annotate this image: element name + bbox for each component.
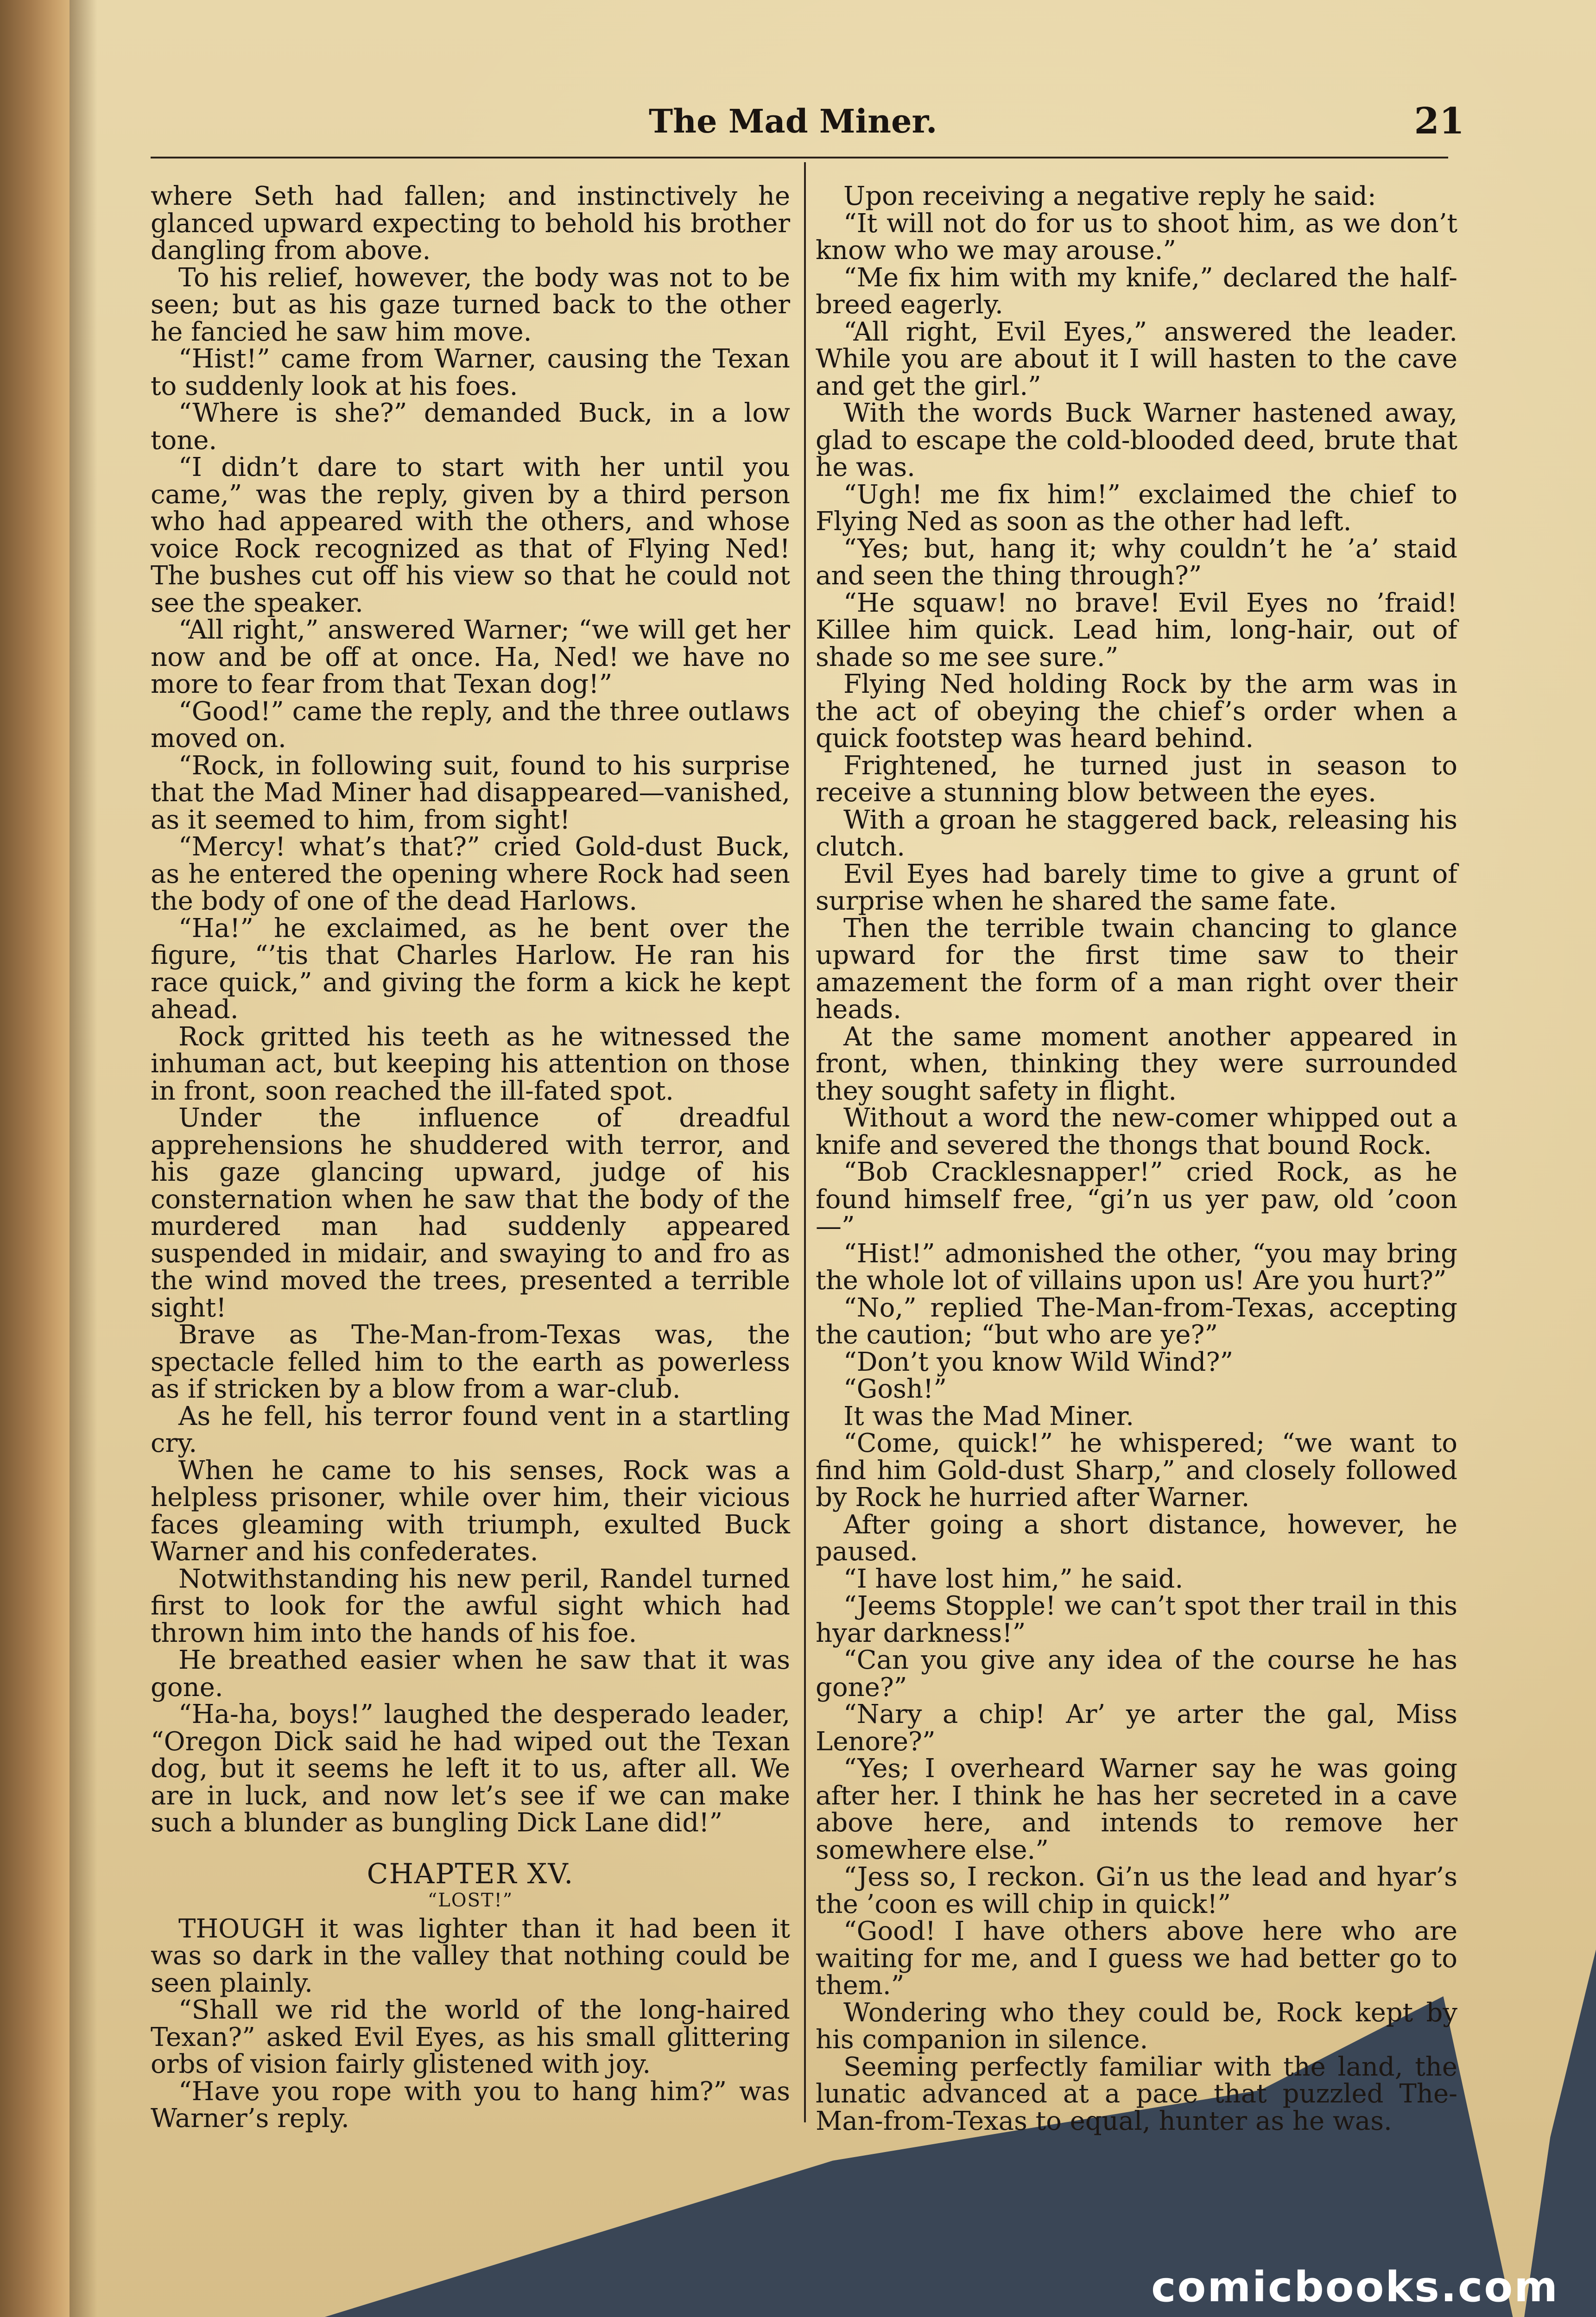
- paragraph: “Rock, in following suit, found to his surprise that the Mad Miner had disappeared—vanished, as it seemed to him, from sight!: [151, 750, 790, 835]
- paragraph: “Have you rope with you to hang him?” was Warner’s reply.: [151, 2076, 790, 2133]
- paragraph: Seeming perfectly familiar with the land, the lunatic advanced at a pace that puzzled The-Man-from-Texas to equal, hunter as he was.: [816, 2051, 1457, 2136]
- paragraph: Notwithstanding his new peril, Randel turned first to look for the awful sight which had thrown him into the hands of his foe.: [151, 1564, 790, 1648]
- paragraph: Without a word the new-comer whipped out a knife and severed the thongs that bound Rock.: [816, 1103, 1457, 1160]
- paragraph: It was the Mad Miner.: [843, 1401, 1134, 1431]
- paragraph: “Yes; I overheard Warner say he was going after her. I think he has her secreted in a cave above here, and intends to remove her somewhere else.”: [816, 1754, 1457, 1865]
- paragraph: where Seth had fallen; and instinctively he glanced upward expecting to behold his brother dangling from above.: [151, 181, 790, 266]
- book-spine: [0, 0, 70, 2317]
- paragraph: “Where is she?” demanded Buck, in a low tone.: [151, 398, 790, 456]
- paragraph: Under the influence of dreadful apprehensions he shuddered with terror, and his gaze glancing upward, judge of his consternation when he saw that the body of the murdered man had suddenly appeared suspended in midair, and swaying to and fro as the wind moved the trees, presented a terrible sight!: [151, 1103, 790, 1323]
- paragraph: “Jeems Stopple! we can’t spot ther trail in this hyar darkness!”: [816, 1591, 1457, 1648]
- paragraph: “Jess so, I reckon. Gi’n us the lead and hyar’s the ’coon es will chip in quick!”: [816, 1862, 1457, 1919]
- paragraph: “No,” replied The-Man-from-Texas, accepting the caution; “but who are ye?”: [816, 1292, 1457, 1350]
- chapter-subtitle: “LOST!”: [427, 1889, 513, 1911]
- paragraph: He breathed easier when he saw that it was gone.: [151, 1645, 790, 1703]
- paragraph: “It will not do for us to shoot him, as we don’t know who we may arouse.”: [816, 208, 1457, 266]
- paragraph: “Hist!” admonished the other, “you may bring the whole lot of villains upon us! Are you hurt?”: [816, 1238, 1457, 1296]
- paragraph: “Yes; but, hang it; why couldn’t he ’a’ staid and seen the thing through?”: [816, 533, 1457, 591]
- paragraph: Brave as The-Man-from-Texas was, the spectacle felled him to the earth as powerless as if stricken by a blow from a war-club.: [151, 1320, 790, 1404]
- paragraph: “All right,” answered Warner; “we will get her now and be off at once. Ha, Ned! we have no more to fear from that Texan dog!”: [151, 615, 790, 699]
- paragraph: “Good! I have others above here who are waiting for me, and I guess we had better go to them.”: [816, 1916, 1457, 2000]
- page-number: 21: [1414, 100, 1464, 142]
- paragraph: “Bob Cracklesnapper!” cried Rock, as he found himself free, “gi’n us yer paw, old ’coon—”: [816, 1157, 1457, 1241]
- paragraph: “Don’t you know Wild Wind?”: [843, 1347, 1234, 1377]
- paragraph: With a groan he staggered back, releasing his clutch.: [816, 804, 1457, 862]
- paragraph: “I have lost him,” he said.: [843, 1564, 1184, 1594]
- paragraph: “I didn’t dare to start with her until you came,” was the reply, given by a third person who had appeared with the others, and whose voice Rock recognized as that of Flying Ned! The bushes cut off his view so that he could not see the speaker.: [151, 452, 790, 618]
- paragraph: “Mercy! what’s that?” cried Gold-dust Buck, as he entered the opening where Rock had seen the body of one of the dead Harlows.: [151, 832, 790, 916]
- paragraph: THOUGH it was lighter than it had been it was so dark in the valley that nothing could be seen plainly.: [151, 1913, 790, 1998]
- paragraph: “Come, quick!” he whispered; “we want to find him Gold-dust Sharp,” and closely followed by Rock he hurried after Warner.: [816, 1428, 1457, 1513]
- paragraph: “Gosh!”: [843, 1374, 947, 1404]
- paragraph: “Ha!” he exclaimed, as he bent over the figure, “’tis that Charles Harlow. He ran his race quick,” and giving the form a kick he kept ahead.: [151, 913, 790, 1025]
- page-header: [556, 93, 1464, 148]
- header-rule: [151, 157, 1448, 158]
- page-gutter-shadow: [70, 0, 97, 2317]
- paragraph: When he came to his senses, Rock was a helpless prisoner, while over him, their vicious faces gleaming with triumph, exulted Buck Warner and his confederates.: [151, 1455, 790, 1567]
- paragraph: Then the terrible twain chancing to glance upward for the first time saw to their amazement the form of a man right over their heads.: [816, 913, 1457, 1025]
- paragraph: “All right, Evil Eyes,” answered the leader. While you are about it I will hasten to the cave and get the girl.”: [816, 317, 1457, 401]
- watermark: comicbooks.com: [1151, 2263, 1559, 2311]
- paragraph: Flying Ned holding Rock by the arm was in the act of obeying the chief’s order when a quick footstep was heard behind.: [816, 669, 1457, 753]
- running-title: The Mad Miner.: [649, 102, 937, 140]
- paragraph: To his relief, however, the body was not to be seen; but as his gaze turned back to the other he fancied he saw him move.: [151, 262, 790, 347]
- paragraph: Wondering who they could be, Rock kept by his companion in silence.: [816, 1997, 1457, 2055]
- paragraph: “Shall we rid the world of the long-haired Texan?” asked Evil Eyes, as his small glittering orbs of vision fairly glistened with joy.: [151, 1995, 790, 2079]
- paragraph: “Can you give any idea of the course he has gone?”: [816, 1645, 1457, 1703]
- paragraph: “He squaw! no brave! Evil Eyes no ’fraid! Killee him quick. Lead him, long-hair, out of shade so me see sure.”: [816, 588, 1457, 672]
- paragraph: As he fell, his terror found vent in a startling cry.: [151, 1401, 790, 1458]
- paragraph: After going a short distance, however, he paused.: [816, 1509, 1457, 1567]
- paragraph: “Ha-ha, boys!” laughed the desperado leader, “Oregon Dick said he had wiped out the Texan dog, but it seems he left it to us, after all. We are in luck, and now let’s see if we can make such a blunder as bungling Dick Lane did!”: [151, 1699, 790, 1838]
- paragraph: “Ugh! me fix him!” exclaimed the chief to Flying Ned as soon as the other had left.: [816, 479, 1457, 537]
- right-column: [816, 183, 1457, 2135]
- paragraph: Upon receiving a negative reply he said:: [843, 181, 1376, 211]
- column-divider: [804, 162, 806, 2122]
- paragraph: “Nary a chip! Ar’ ye arter the gal, Miss Lenore?”: [816, 1699, 1457, 1757]
- paragraph: “Hist!” came from Warner, causing the Texan to suddenly look at his foes.: [151, 344, 790, 401]
- paragraph: Evil Eyes had barely time to give a grunt of surprise when he shared the same fate.: [816, 859, 1457, 916]
- paragraph: “Good!” came the reply, and the three outlaws moved on.: [151, 696, 790, 753]
- paragraph: Frightened, he turned just in season to receive a stunning blow between the eyes.: [816, 750, 1457, 808]
- paragraph: At the same moment another appeared in front, when, thinking they were surrounded they sought safety in flight.: [816, 1021, 1457, 1106]
- paragraph: With the words Buck Warner hastened away, glad to escape the cold-blooded deed, brute that he was.: [816, 398, 1457, 482]
- paragraph: “Me fix him with my knife,” declared the half-breed eagerly.: [816, 262, 1457, 320]
- left-column: [151, 183, 790, 2133]
- chapter-heading: CHAPTER XV.: [367, 1857, 574, 1890]
- paragraph: Rock gritted his teeth as he witnessed the inhuman act, but keeping his attention on those in front, soon reached the ill-fated spot.: [151, 1021, 790, 1106]
